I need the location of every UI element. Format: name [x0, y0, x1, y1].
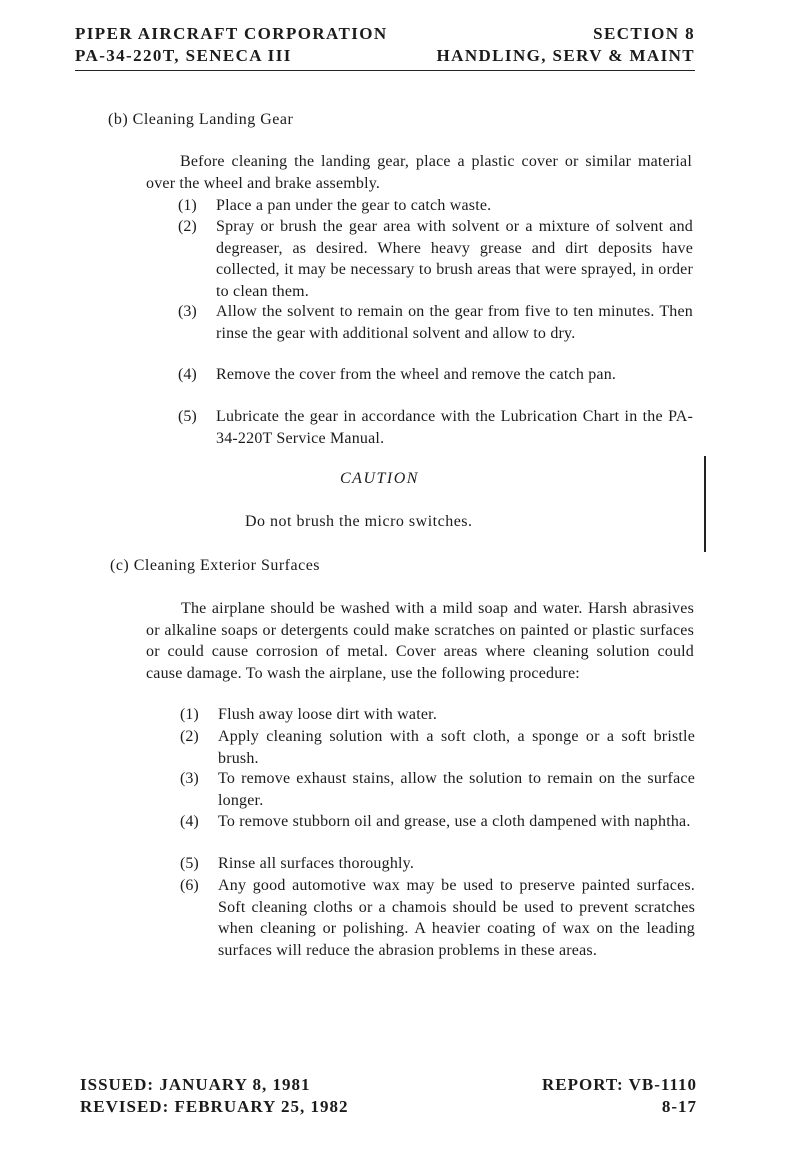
step-text: Any good automotive wax may be used to preserve painted surfaces. Soft cleaning cloths or a chamois should be used to prevent scratches when cleaning or polishing. A heavier coating of wax on the leading surfaces will reduce the abrasion problems in these areas.	[218, 877, 695, 959]
footer-page-number: 8-17	[661, 1097, 697, 1116]
header-company: PIPER AIRCRAFT CORPORATION	[75, 24, 388, 43]
change-bar	[704, 456, 706, 552]
caution-title: CAUTION	[340, 470, 419, 487]
step-text: Flush away loose dirt with water.	[218, 706, 438, 723]
section-b-heading: (b) Cleaning Landing Gear	[108, 111, 294, 128]
step-number: (1)	[180, 706, 199, 723]
step-text: Place a pan under the gear to catch waste.	[216, 197, 492, 214]
section-b-intro: Before cleaning the landing gear, place a plastic cover or similar material over the wheel and brake assembly.	[146, 153, 692, 192]
footer-issued: ISSUED: JANUARY 8, 1981	[80, 1075, 311, 1094]
step-number: (3)	[178, 303, 197, 320]
section-c-intro: The airplane should be washed with a mild soap and water. Harsh abrasives or alkaline soaps or detergents could make scratches on painted or plastic surfaces or could cause corrosion of metal. Cover areas where cleaning solution could cause damage. To wash the airplane, use the following procedure:	[146, 600, 694, 682]
footer-revised: REVISED: FEBRUARY 25, 1982	[80, 1097, 349, 1116]
caution-text: Do not brush the micro switches.	[245, 513, 473, 530]
header-section-title: HANDLING, SERV & MAINT	[436, 46, 695, 65]
step-number: (6)	[180, 877, 199, 894]
step-text: Lubricate the gear in accordance with the Lubrication Chart in the PA-34-220T Service Manual.	[216, 408, 693, 447]
step-number: (5)	[180, 855, 199, 872]
section-c-heading: (c) Cleaning Exterior Surfaces	[110, 557, 321, 574]
step-text: Rinse all surfaces thoroughly.	[218, 855, 415, 872]
step-text: Spray or brush the gear area with solvent or a mixture of solvent and degreaser, as desired. Where heavy grease and dirt deposits have collected, it may be necessary to brush areas that were sprayed, in order to clean them.	[216, 218, 693, 300]
step-text: Remove the cover from the wheel and remove the catch pan.	[216, 366, 617, 383]
step-number: (1)	[178, 197, 197, 214]
step-number: (2)	[180, 728, 199, 745]
header-rule	[75, 70, 695, 71]
step-text: Allow the solvent to remain on the gear from five to ten minutes. Then rinse the gear with additional solvent and allow to dry.	[216, 303, 693, 342]
step-text: To remove stubborn oil and grease, use a cloth dampened with naphtha.	[218, 813, 691, 830]
step-number: (5)	[178, 408, 197, 425]
header-model: PA-34-220T, SENECA III	[75, 46, 292, 65]
step-number: (4)	[180, 813, 199, 830]
step-text: To remove exhaust stains, allow the solution to remain on the surface longer.	[218, 770, 695, 809]
step-number: (4)	[178, 366, 197, 383]
step-number: (2)	[178, 218, 197, 235]
step-text: Apply cleaning solution with a soft cloth, a sponge or a soft bristle brush.	[218, 728, 695, 767]
header-section: SECTION 8	[593, 24, 695, 43]
step-number: (3)	[180, 770, 199, 787]
footer-report: REPORT: VB-1110	[542, 1075, 697, 1094]
